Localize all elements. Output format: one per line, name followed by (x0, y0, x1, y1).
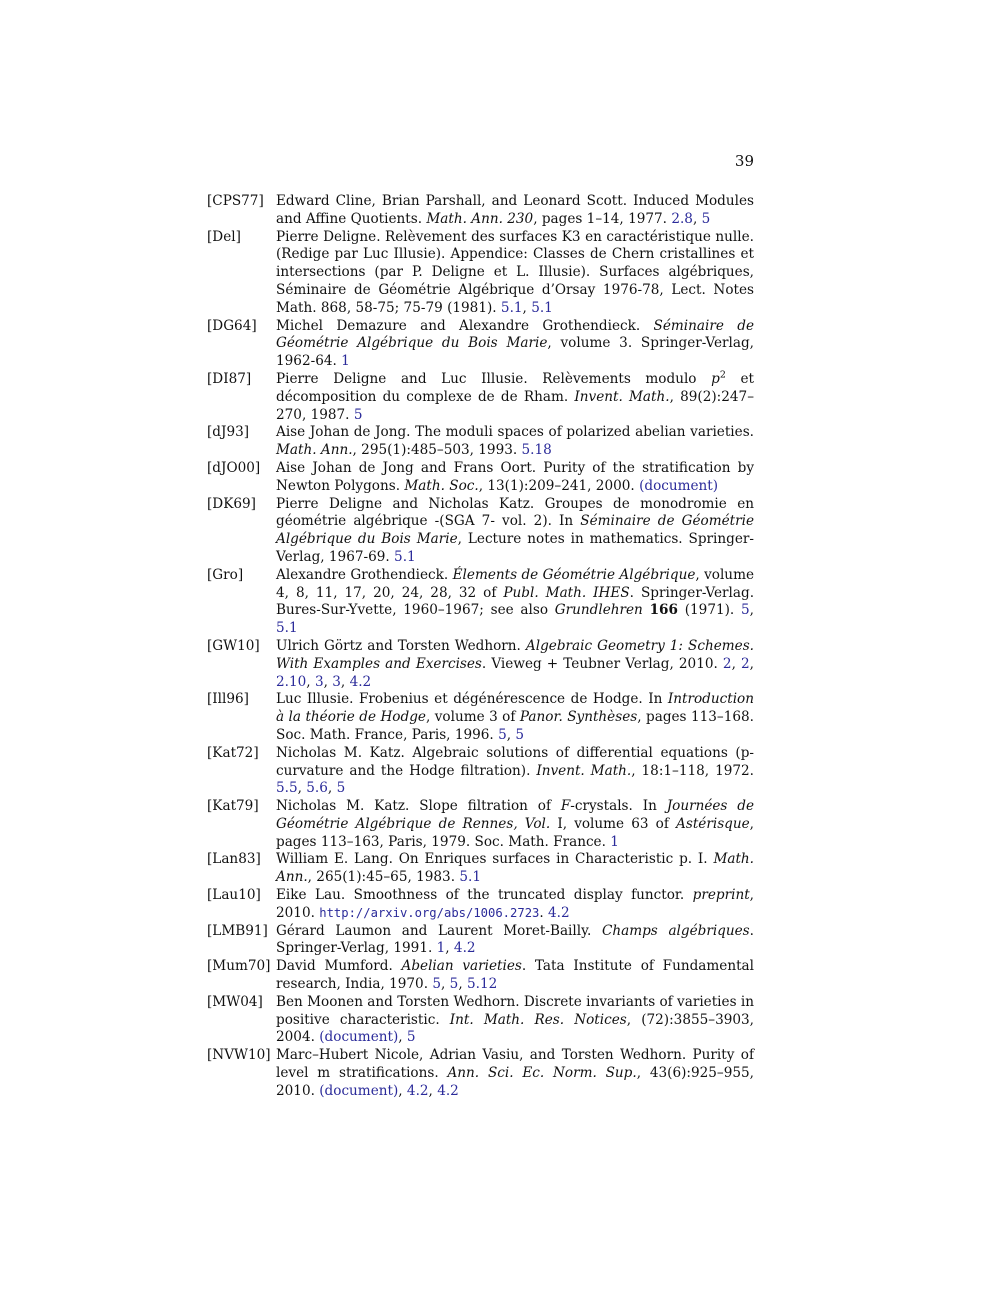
citation-text (276, 424, 754, 460)
backref-link[interactable]: 5 (741, 602, 750, 619)
citation-text-segment: 166 (649, 602, 678, 619)
bibliography-entry (207, 318, 754, 371)
backref-link[interactable]: 5 (406, 1029, 416, 1046)
citation-text-segment: Séminaire de Géométrie Algébrique du Bois Marie (276, 317, 754, 352)
citation-text-segment: , (428, 1082, 438, 1099)
bibliography-entry (207, 994, 754, 1047)
bibliography-entry (207, 887, 754, 923)
bibliography-entry (207, 798, 754, 851)
citation-text-segment: Michel Demazure and Alexandre Grothendieck. (276, 317, 654, 334)
backref-link[interactable]: 5 (498, 726, 507, 743)
citation-text-segment: , (323, 673, 333, 690)
citation-text-segment: Ann. Sci. Ec. Norm. Sup. (447, 1065, 637, 1082)
bibliography-entry (207, 638, 754, 691)
citation-key: [CPS77] (207, 193, 264, 209)
citation-text-segment: 2 (719, 369, 726, 381)
citation-text-segment: , volume 4, 8, 11, 17, 20, 24, 28, 32 of (276, 566, 755, 601)
citation-key: [Kat72] (207, 744, 259, 761)
citation-text (276, 229, 754, 318)
bibliography-entry (207, 567, 754, 638)
backref-link[interactable]: 1 (610, 833, 619, 850)
citation-text-segment: Edward Cline, Brian Parshall, and Leonard Scott. Induced Modules and Affine Quotients. (276, 193, 754, 227)
bibliography-entry (207, 193, 754, 229)
backref-link[interactable]: 5.1 (276, 620, 298, 637)
citation-key: [Del] (207, 228, 241, 245)
citation-text-segment: . Springer-Verlag. Bures-Sur-Yvette, 1960–1967; see also (276, 584, 755, 619)
citation-text (276, 1047, 754, 1100)
citation-text-segment: -crystals. In (570, 798, 667, 815)
citation-text-segment: Journées de Géométrie Algébrique de Rennes, Vol. (276, 798, 754, 832)
citation-text-segment: Aise Johan de Jong and Frans Oort. Purity of the stratification by Newton Polygons. (276, 459, 754, 494)
bibliography-entry (207, 460, 754, 496)
backref-link[interactable]: 5.18 (521, 442, 552, 459)
citation-text-segment: , (506, 726, 516, 743)
citation-text-segment: Séminaire de Géométrie Algébrique du Bois Marie (276, 513, 754, 548)
citation-text-segment: Algebraic Geometry 1: Schemes. With Examples and Exercises (276, 637, 754, 672)
citation-text-segment: Invent. Math. (574, 388, 670, 405)
bibliography-entry (207, 424, 754, 460)
backref-link[interactable]: 5.1 (531, 299, 553, 316)
citation-text-segment: p (711, 370, 720, 387)
citation-key: [Lau10] (207, 887, 261, 904)
citation-text-segment: . (539, 904, 549, 921)
citation-key: [Lan83] (207, 851, 261, 868)
citation-text-segment: , 13(1):209–241, 2000. (478, 477, 640, 494)
citation-text-segment: Abelian varieties (401, 958, 522, 975)
citation-text (276, 994, 754, 1047)
citation-key: [Kat79] (207, 798, 259, 815)
citation-text (276, 638, 754, 691)
citation-text-segment: , (398, 1029, 407, 1046)
backref-link[interactable]: 2.8 (671, 210, 693, 227)
citation-text-segment: Int. Math. Res. Notices (449, 1011, 627, 1028)
citation-text-segment: Luc Illusie. Frobenius et dégénérescence de Hodge. In (276, 691, 668, 708)
backref-link[interactable]: (document) (319, 1082, 399, 1099)
citation-text-segment: Aise Johan de Jong. The moduli spaces of polarized abelian varieties. (276, 424, 754, 441)
citation-text-segment: Alexandre Grothendieck. (276, 566, 453, 583)
citation-text-segment: Panor. Synthèses (519, 709, 638, 726)
citation-text-segment: Introduction à la théorie de Hodge (276, 691, 754, 726)
backref-link[interactable]: 5 (432, 976, 441, 993)
backref-link[interactable]: 5.6 (306, 780, 328, 797)
citation-key: [GW10] (207, 637, 260, 654)
bibliography-entry (207, 958, 754, 994)
citation-text-segment: et décomposition du complexe de de Rham. (276, 370, 754, 405)
bibliography-list (207, 193, 754, 1101)
citation-text-segment: , (398, 1082, 407, 1099)
citation-text-segment: I, volume 63 of (550, 815, 677, 832)
citation-text-segment: Publ. Math. IHES (503, 584, 630, 601)
citation-key: [Ill96] (207, 691, 249, 708)
page-number: 39 (734, 152, 754, 170)
backref-link[interactable]: 5 (701, 210, 711, 227)
citation-text-segment: , 43(6):925–955, 2010. (276, 1065, 754, 1099)
citation-text-segment: Math. Soc. (404, 477, 479, 494)
bibliography-entry (207, 851, 754, 887)
citation-key: [dJO00] (207, 459, 261, 476)
citation-text-segment: , (306, 673, 315, 690)
backref-link[interactable]: 5 (449, 976, 459, 993)
citation-text-segment: , (297, 780, 307, 797)
backref-link[interactable]: 5 (353, 406, 363, 423)
backref-link[interactable]: 2 (741, 655, 750, 672)
citation-text-segment: , (327, 780, 337, 797)
citation-text-segment: , 265(1):45–65, 1983. (307, 869, 460, 886)
citation-text-segment: , (692, 210, 702, 227)
url-link[interactable]: http://arxiv.org/abs/1006.2723 (319, 905, 540, 920)
citation-text-segment: Pierre Deligne and Nicholas Katz. Groupes de monodromie en géométrie algébrique -(SGA 7- vol. 2). In (276, 495, 754, 530)
citation-key: [LMB91] (207, 922, 268, 939)
backref-link[interactable]: 5 (515, 726, 525, 743)
citation-text-segment: , (749, 602, 754, 619)
bibliography-entry (207, 1047, 754, 1100)
citation-text-segment: David Mumford. (276, 958, 402, 975)
citation-text (276, 496, 754, 567)
backref-link[interactable]: 5.1 (394, 548, 416, 565)
backref-link[interactable]: (document) (639, 477, 719, 494)
backref-link[interactable]: 4.2 (437, 1082, 459, 1099)
citation-text-segment: , (72):3855–3903, 2004. (276, 1011, 754, 1046)
citation-text-segment: , volume 3. Springer-Verlag, 1962-64. (276, 335, 754, 370)
citation-text-segment: Eike Lau. Smoothness of the truncated display functor. (276, 887, 693, 904)
citation-text-segment: Ben Moonen and Torsten Wedhorn. Discrete invariants of varieties in positive characteristic. (276, 993, 754, 1028)
backref-link[interactable]: 1 (341, 353, 350, 370)
backref-link[interactable]: (document) (319, 1029, 399, 1046)
citation-text-segment: Math. Ann. 230 (426, 210, 534, 227)
citation-text-segment: Marc–Hubert Nicole, Adrian Vasiu, and Torsten Wedhorn. Purity of level m stratifications. (276, 1047, 754, 1082)
citation-text-segment (643, 602, 650, 618)
citation-text-segment: , (749, 655, 754, 672)
backref-link[interactable]: 5.1 (459, 869, 481, 886)
citation-text (276, 923, 754, 959)
citation-text-segment: . Springer-Verlag, 1991. (276, 922, 754, 957)
backref-link[interactable]: 4.2 (349, 673, 372, 690)
bibliography-entry (207, 745, 754, 798)
bibliography-entry (207, 371, 754, 424)
citation-text-segment: , 2010. (276, 887, 754, 921)
backref-link[interactable]: 4.2 (548, 904, 570, 921)
citation-text-segment: Pierre Deligne. Relèvement des surfaces K3 en caractéristique nulle. (Redige par Luc Illusie). Appendice: Classes de Chern cristallines et intersections (par P. Deligne et L. Illusie). Surfaces algébriques, Séminaire de Géométrie Algébrique d’Orsay 1976-78, Lect. Notes Math. 868, 58-75; 75-79 (1981). (276, 228, 754, 316)
citation-key: [dJ93] (207, 424, 250, 441)
citation-text-segment: , (522, 299, 532, 316)
citation-text-segment: , Lecture notes in mathematics. Springer-Verlag, 1967-69. (276, 531, 754, 565)
citation-text-segment: , (441, 976, 450, 993)
citation-text (276, 958, 754, 994)
citation-text-segment: , pages 113–168. Soc. Math. France, Paris, 1996. (276, 709, 755, 743)
citation-text-segment: , 295(1):485–503, 1993. (352, 442, 522, 459)
citation-text (276, 460, 754, 496)
citation-text-segment: . Tata Institute of Fundamental research, India, 1970. (276, 958, 754, 993)
citation-text-segment: , (445, 940, 454, 957)
citation-text-segment: Invent. Math. (536, 762, 632, 779)
backref-link[interactable]: 5 (336, 780, 346, 797)
citation-text (276, 745, 754, 798)
backref-link[interactable]: 5.5 (276, 780, 298, 797)
citation-text (276, 798, 754, 851)
citation-key: [DI87] (207, 370, 252, 387)
citation-text-segment: , (458, 976, 467, 993)
citation-text-segment: Élements de Géométrie Algébrique (452, 566, 696, 583)
backref-link[interactable]: 3 (314, 673, 324, 690)
citation-key: [Gro] (207, 566, 244, 583)
citation-text-segment: Gérard Laumon and Laurent Moret-Bailly. (276, 922, 602, 939)
backref-link[interactable]: 2 (722, 655, 732, 672)
citation-text-segment: , pages 1–14, 1977. (533, 210, 672, 227)
backref-link[interactable]: 3 (332, 673, 341, 690)
citation-text-segment: Champs algébriques (601, 922, 750, 939)
citation-text-segment: , volume 3 of (425, 709, 520, 726)
citation-text (276, 567, 754, 638)
citation-text-segment: preprint (692, 887, 750, 904)
citation-text-segment: , 18:1–118, 1972. (631, 762, 754, 779)
citation-key: [DG64] (207, 317, 257, 334)
citation-text (276, 691, 754, 744)
citation-text (276, 193, 754, 229)
citation-text (276, 851, 754, 887)
citation-key: [Mum70] (207, 958, 271, 975)
citation-text-segment: Pierre Deligne and Luc Illusie. Relèvements modulo (276, 370, 712, 387)
backref-link[interactable]: 1 (436, 940, 446, 957)
citation-key: [NVW10] (207, 1047, 271, 1064)
citation-text-segment: , 89(2):247–270, 1987. (276, 388, 754, 423)
citation-text-segment: , (340, 673, 350, 690)
citation-key: [DK69] (207, 495, 256, 512)
citation-text-segment: William E. Lang. On Enriques surfaces in Characteristic p. I. (276, 851, 714, 868)
citation-text-segment: F (560, 798, 571, 815)
citation-text-segment: Ulrich Görtz and Torsten Wedhorn. (276, 637, 526, 654)
citation-text-segment: . Vieweg + Teubner Verlag, 2010. (481, 655, 723, 672)
bibliography-entry (207, 229, 754, 318)
backref-link[interactable]: 4.2 (406, 1082, 429, 1099)
citation-text-segment: (1971). (677, 602, 742, 619)
backref-link[interactable]: 5.12 (466, 976, 498, 993)
backref-link[interactable]: 2.10 (276, 673, 307, 690)
citation-text-segment: Math. Ann. (276, 442, 353, 459)
bibliography-entry (207, 691, 754, 744)
citation-text (276, 318, 754, 371)
citation-text-segment: Astérisque (676, 815, 750, 832)
citation-text (276, 887, 754, 923)
citation-text-segment: Nicholas M. Katz. Algebraic solutions of differential equations (p-curvature and the Hodge filtration). (276, 744, 754, 779)
citation-text (276, 371, 754, 424)
backref-link[interactable]: 5.1 (500, 299, 523, 316)
citation-text-segment: , (731, 655, 742, 672)
citation-key: [MW04] (207, 993, 263, 1010)
citation-text-segment: Math. Ann. (276, 851, 754, 886)
citation-text-segment: Grundlehren (554, 602, 643, 619)
citation-text-segment: Nicholas M. Katz. Slope filtration of (276, 798, 561, 815)
bibliography-entry (207, 923, 754, 959)
citation-text-segment: , pages 113–163, Paris, 1979. Soc. Math. France. (276, 815, 754, 850)
bibliography-entry (207, 496, 754, 567)
backref-link[interactable]: 4.2 (453, 940, 476, 957)
